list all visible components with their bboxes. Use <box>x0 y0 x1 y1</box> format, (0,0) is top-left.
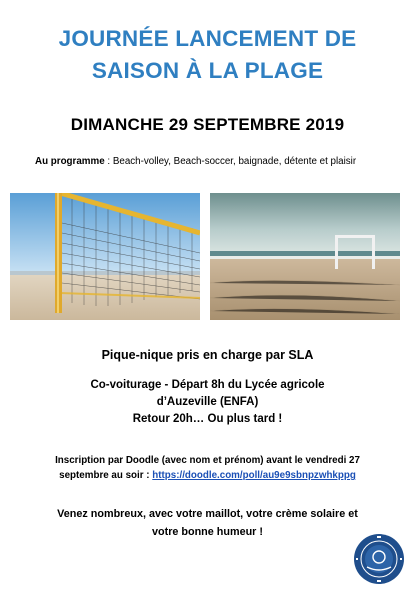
programme-line <box>35 156 356 167</box>
club-logo <box>353 533 405 585</box>
title-line-2: SAISON À LA PLAGE <box>91 58 324 83</box>
closing-line-1: Venez nombreux, avec votre maillot, votre crème solaire et <box>57 508 358 520</box>
programme-text: : Beach-volley, Beach-soccer, baignade, détente et plaisir <box>104 156 357 167</box>
event-date: DIMANCHE 29 SEPTEMBRE 2019 <box>70 115 345 134</box>
beach-volleyball-net-photo <box>10 193 200 320</box>
closing-line-2: votre bonne humeur ! <box>152 526 263 538</box>
page-title <box>0 23 415 87</box>
programme-label: Au programme <box>35 156 105 167</box>
registration-prefix: septembre au soir : <box>59 470 153 481</box>
beach-soccer-goal-photo <box>210 193 400 320</box>
picnic-info: Pique-nique pris en charge par SLA <box>101 348 314 362</box>
registration-line-2 <box>0 468 415 483</box>
registration-info <box>0 453 415 483</box>
title-line-1: JOURNÉE LANCEMENT DE <box>58 26 357 51</box>
doodle-link[interactable]: https://doodle.com/poll/au9e9sbnpzwhkppg <box>152 470 356 481</box>
carpool-line-2: d’Auzeville (ENFA) <box>156 396 259 408</box>
return-info: Retour 20h… Ou plus tard ! <box>132 413 283 425</box>
carpool-info <box>0 377 415 411</box>
registration-line-1: Inscription par Doodle (avec nom et prénom) avant le vendredi 27 <box>55 455 360 466</box>
carpool-line-1: Co-voiturage - Départ 8h du Lycée agricole <box>90 379 325 391</box>
